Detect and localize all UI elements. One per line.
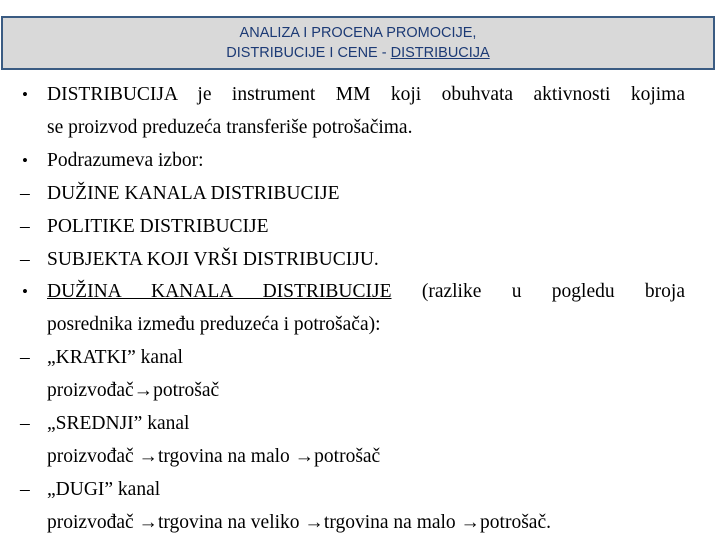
bullet-marker: • bbox=[22, 282, 28, 302]
duzina-kanala-line-2: posrednika između preduzeća i potrošača): bbox=[47, 314, 381, 336]
definition-line-2: se proizvod preduzeća transferiše potrošačima. bbox=[47, 116, 413, 138]
definition-line-1: DISTRIBUCIJA je instrument MM koji obuhvata aktivnosti kojima bbox=[47, 84, 685, 105]
dash-marker: – bbox=[20, 248, 30, 270]
slide-title-prefix: DISTRIBUCIJE I CENE - bbox=[226, 45, 391, 61]
politike-text: POLITIKE DISTRIBUCIJE bbox=[47, 215, 269, 237]
duzina-kanala-underlined: DUŽINA KANALA DISTRIBUCIJE bbox=[47, 281, 392, 303]
kratki-flow: proizvođač→potrošač bbox=[47, 380, 220, 402]
dash-marker: – bbox=[20, 478, 30, 500]
subjekta-text: SUBJEKTA KOJI VRŠI DISTRIBUCIJU. bbox=[47, 248, 379, 270]
bullet-item-izbor bbox=[20, 145, 685, 178]
distribucija-link[interactable]: DISTRIBUCIJA bbox=[390, 45, 490, 61]
srednji-kanal-text: „SREDNJI” kanal bbox=[47, 413, 190, 435]
dugi-kanal-text: „DUGI” kanal bbox=[47, 478, 161, 500]
slide-title-line-1: ANALIZA I PROCENA PROMOCIJE, bbox=[239, 25, 477, 41]
bullet-marker: • bbox=[22, 85, 28, 104]
dash-marker: – bbox=[20, 347, 30, 369]
dash-marker: – bbox=[20, 182, 30, 204]
dash-item-dugi bbox=[20, 474, 685, 507]
dugi-flow: proizvođač →trgovina na veliko →trgovina na malo →potrošač. bbox=[47, 511, 551, 533]
kratki-kanal-text: „KRATKI” kanal bbox=[47, 347, 183, 369]
dash-marker: – bbox=[20, 215, 30, 237]
slide-title-box bbox=[1, 16, 715, 70]
bullet-item-definition bbox=[20, 79, 685, 145]
duzina-kanala-line-1 bbox=[47, 276, 685, 309]
duzine-kanala-text: DUŽINE KANALA DISTRIBUCIJE bbox=[47, 182, 340, 204]
dash-item-duzine bbox=[20, 178, 685, 211]
bullet-item-duzina-kanala bbox=[20, 276, 685, 342]
dash-item-kratki bbox=[20, 342, 685, 375]
izbor-text: Podrazumeva izbor: bbox=[47, 149, 204, 171]
dash-item-subjekta bbox=[20, 244, 685, 277]
slide-title-line-2 bbox=[226, 43, 489, 63]
dash-item-srednji bbox=[20, 408, 685, 441]
srednji-flow: proizvođač →trgovina na malo →potrošač bbox=[47, 445, 381, 467]
bullet-marker: • bbox=[22, 150, 28, 170]
duzina-kanala-rest: (razlike u pogledu broja bbox=[391, 281, 685, 303]
slide-content bbox=[20, 79, 685, 540]
dash-marker: – bbox=[20, 413, 30, 435]
dash-item-politike bbox=[20, 211, 685, 244]
